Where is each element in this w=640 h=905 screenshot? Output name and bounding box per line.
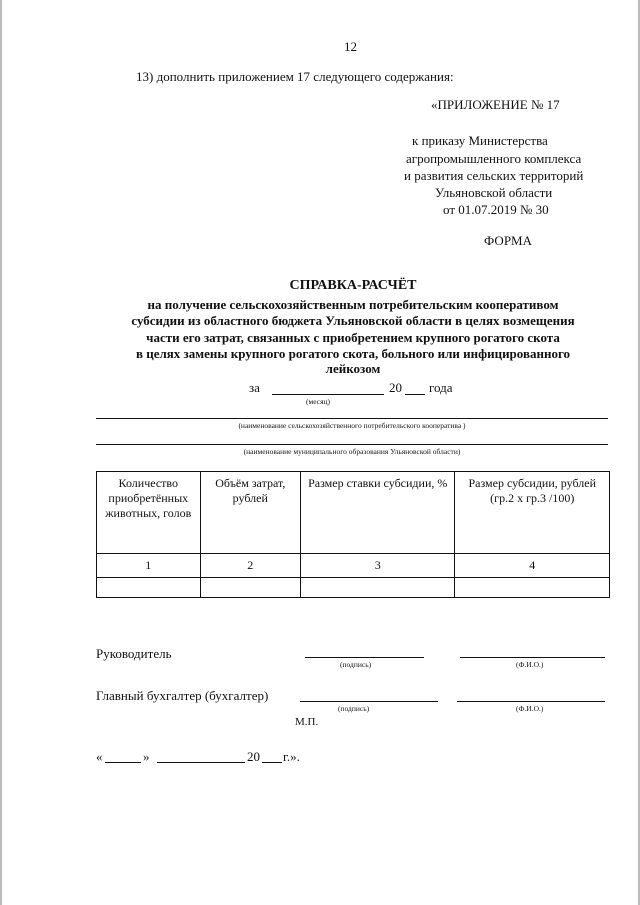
month-field-line [272,394,384,395]
form-label: ФОРМА [484,233,532,248]
number-cell-1: 1 [97,554,201,578]
appendix-line-2: агропромышленного комплекса [406,151,582,166]
head-name-caption: (Ф.И.О.) [516,660,544,669]
accountant-name-line [457,701,605,702]
document-subtitle-2: субсидии из областного бюджета Ульяновской области в целях возмещения [131,313,575,328]
table-number-row [97,554,610,578]
date-open-quote: « [96,749,103,764]
month-caption: (месяц) [306,397,331,406]
coop-caption: (наименование сельскохозяйственного потребительского кооператива ) [238,421,466,430]
stamp-label: М.П. [295,716,319,728]
appendix-title: «ПРИЛОЖЕНИЕ № 17 [431,97,560,112]
coop-field-line [96,418,608,419]
data-cell-3[interactable] [301,578,455,598]
header-cell-4: Размер субсидии, рублей (гр.2 х гр.3 /100) [455,472,610,554]
appendix-line-5: от 01.07.2019 № 30 [443,202,549,217]
document-subtitle-5: лейкозом [325,361,381,376]
municipality-caption: (наименование муниципального образования Ульяновской области) [243,447,461,456]
document-subtitle-1: на получение сельскохозяйственным потребительским кооперативом [147,297,559,312]
subsidy-table [96,471,610,598]
accountant-name-caption: (Ф.И.О.) [516,704,544,713]
document-subtitle-3: части его затрат, связанных с приобретением крупного рогатого скота [146,330,560,345]
appendix-line-1: к приказу Министерства [412,133,548,148]
head-signature-caption: (подпись) [340,660,372,669]
number-cell-4: 4 [455,554,610,578]
appendix-line-3: и развития сельских территорий [404,168,584,183]
number-cell-3: 3 [301,554,455,578]
period-prefix: за [249,380,260,395]
document-title: СПРАВКА-РАСЧЁТ [289,278,417,293]
scan-edge-left [0,0,2,905]
accountant-signature-caption: (подпись) [338,704,370,713]
date-suffix: г.». [283,749,300,764]
date-close-quote: » [143,749,150,764]
header-cell-1: Количество приобретённых животных, голов [97,472,201,554]
accountant-signature-line [300,701,438,702]
data-cell-2[interactable] [200,578,300,598]
year-field-line [405,394,425,395]
header-cell-2: Объём затрат, рублей [200,472,300,554]
date-day-line [105,762,141,763]
date-year-line [262,762,282,763]
municipality-field-line [96,444,608,445]
page-number: 12 [344,39,357,54]
accountant-label: Главный бухгалтер (бухгалтер) [96,688,269,703]
date-year-prefix: 20 [247,749,260,764]
head-label: Руководитель [96,646,172,661]
period-suffix: года [429,380,453,395]
table-row [97,578,610,598]
period-year-prefix: 20 [389,380,402,395]
document-subtitle-4: в целях замены крупного рогатого скота, больного или инфицированного [135,346,571,361]
header-cell-3: Размер ставки субсидии, % [301,472,455,554]
head-name-line [460,657,605,658]
appendix-line-4: Ульяновской области [435,185,553,200]
date-month-line [157,762,245,763]
data-cell-4[interactable] [455,578,610,598]
table-header-row [97,472,610,554]
number-cell-2: 2 [200,554,300,578]
data-cell-1[interactable] [97,578,201,598]
head-signature-line [305,657,424,658]
intro-text: 13) дополнить приложением 17 следующего содержания: [136,69,454,84]
